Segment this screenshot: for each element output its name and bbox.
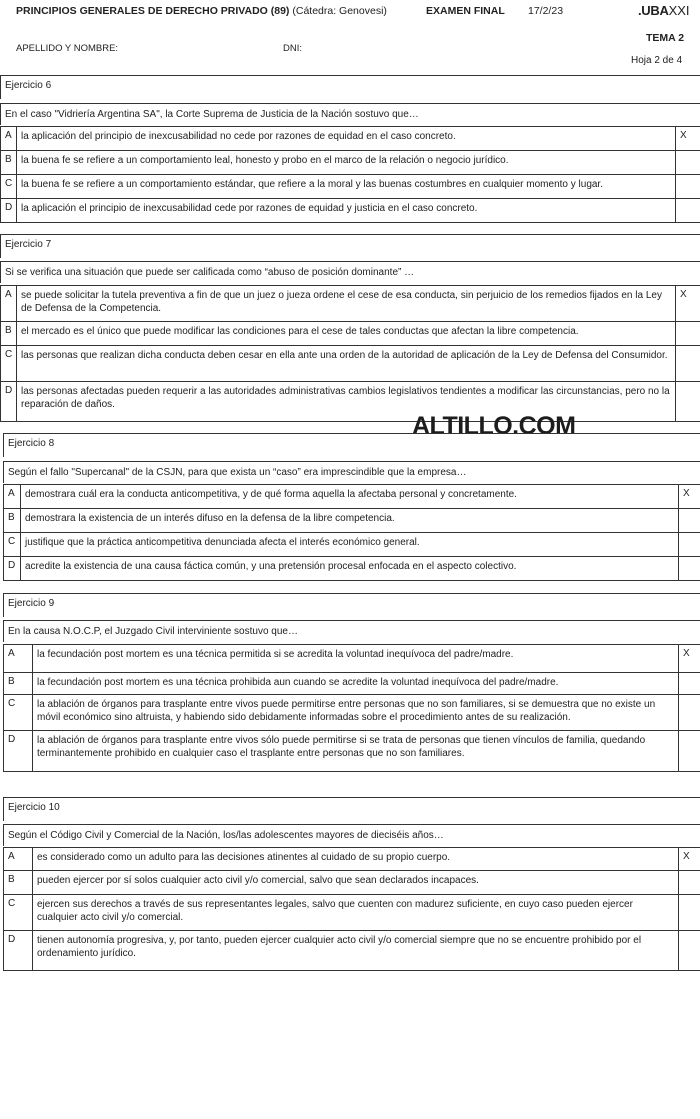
course-name: PRINCIPIOS GENERALES DE DERECHO PRIVADO (89) <box>16 5 290 17</box>
option-text: se puede solicitar la tutela preventiva a fin de que un juez o jueza ordene el cese de esa conducta, sin perjuicio de los remedios fijados en la Ley de Defensa de la Competencia. <box>21 290 662 314</box>
option-row[interactable] <box>3 532 700 556</box>
option-row[interactable] <box>3 644 700 672</box>
option-text: la aplicación del principio de inexcusabilidad no cede por razones de equidad en el caso concreto. <box>21 131 456 142</box>
option-row[interactable] <box>3 894 700 930</box>
option-letter: B <box>8 676 15 687</box>
option-row[interactable] <box>0 285 700 321</box>
apellido-label: APELLIDO Y NOMBRE: <box>16 43 119 54</box>
exercise-stem: Según el Código Civil y Comercial de la Nación, los/las adolescentes mayores de dieciséis años… <box>3 824 700 846</box>
option-text: la buena fe se refiere a un comportamiento estándar, que refiere a la moral y las buenas costumbres en cualquier momento y lugar. <box>21 179 603 190</box>
exercise-stem: En la causa N.O.C.P, el Juzgado Civil interviniente sostuvo que… <box>3 620 700 642</box>
option-row[interactable] <box>3 930 700 970</box>
option-letter: D <box>5 385 13 396</box>
answer-mark: X <box>683 851 690 862</box>
option-row[interactable] <box>0 126 700 150</box>
option-letter: A <box>8 488 15 499</box>
option-letter: B <box>5 154 12 165</box>
option-letter: D <box>8 734 16 745</box>
catedra-label: (Cátedra: Genovesi) <box>292 5 387 17</box>
exercise-stem: Según el fallo "Supercanal" de la CSJN, para que exista un “caso” era imprescindible que la empresa… <box>3 461 700 483</box>
exercise-7 <box>0 234 700 422</box>
option-letter: B <box>8 874 15 885</box>
exercise-stem: Si se verifica una situación que puede ser calificada como “abuso de posición dominante” … <box>0 261 700 283</box>
option-letter: C <box>8 898 16 909</box>
option-text: demostrara la existencia de un interés difuso en la defensa de la libre competencia. <box>25 513 395 524</box>
option-letter: C <box>8 536 16 547</box>
exercise-title: Ejercicio 8 <box>3 433 700 457</box>
option-text: la ablación de órganos para trasplante entre vivos puede permitirse entre personas que no son familiares, si se demuestra que no existe un móvil económico sino altruista, y habiendo sido debidamente informadas sobre el procedimiento antes de su realización. <box>37 699 656 723</box>
option-row[interactable] <box>0 174 700 198</box>
option-row[interactable] <box>3 694 700 730</box>
exercise-title: Ejercicio 7 <box>0 234 700 258</box>
exam-type: EXAMEN FINAL <box>426 5 505 17</box>
exercise-title: Ejercicio 9 <box>3 593 700 617</box>
option-text: las personas que realizan dicha conducta deben cesar en ella ante una orden de la autoridad de aplicación de la Ley de Defensa del Consumidor. <box>21 350 668 361</box>
watermark: ALTILLO.COM <box>412 412 576 440</box>
answer-mark: X <box>680 130 687 141</box>
course-title <box>16 5 387 17</box>
option-text: tienen autonomía progresiva, y, por tanto, pueden ejercer cualquier acto civil y/o comercial siempre que no se encuentre prohibido por el ordenamiento jurídico. <box>37 935 642 959</box>
option-row[interactable] <box>0 198 700 222</box>
option-text: justifique que la práctica anticompetitiva denunciada afecta el interés económico general. <box>25 537 420 548</box>
option-letter: C <box>5 178 13 189</box>
option-row[interactable] <box>0 321 700 345</box>
option-text: es considerado como un adulto para las decisiones atinentes al cuidado de su propio cuerpo. <box>37 852 451 863</box>
exercise-8 <box>3 433 700 581</box>
option-letter: B <box>5 325 12 336</box>
option-text: las personas afectadas pueden requerir a las autoridades administrativas cambios legislativos tendientes a modificar las circunstancias, pero no la reparación de daños. <box>21 386 670 410</box>
option-letter: A <box>5 130 12 141</box>
dni-label: DNI: <box>283 43 302 54</box>
tema-label: TEMA 2 <box>646 32 685 44</box>
option-letter: A <box>5 289 12 300</box>
option-text: demostrara cuál era la conducta anticompetitiva, y de qué forma aquella la afectaba personal y concretamente. <box>25 489 517 500</box>
exam-date: 17/2/23 <box>528 5 564 17</box>
page-indicator: Hoja 2 de 4 <box>631 55 683 66</box>
option-text: pueden ejercer por sí solos cualquier acto civil y/o comercial, salvo que sean declarados incapaces. <box>37 875 479 886</box>
answer-mark: X <box>680 289 687 300</box>
option-row[interactable] <box>3 484 700 508</box>
option-letter: A <box>8 851 15 862</box>
option-text: acredite la existencia de una causa fáctica común, y una pretensión procesal enfocada en el aspecto colectivo. <box>25 561 517 572</box>
option-row[interactable] <box>3 870 700 894</box>
option-text: la ablación de órganos para trasplante entre vivos sólo puede permitirse si se trata de personas que tienen vínculos de familia, quedando terminantemente prohibido en cualquier caso el trasplante entre personas que no son familiares. <box>37 735 646 759</box>
exercise-stem: En el caso "Vidriería Argentina SA", la Corte Suprema de Justicia de la Nación sostuvo que… <box>0 103 700 125</box>
answer-mark: X <box>683 488 690 499</box>
logo-main: .UBA <box>638 3 669 18</box>
option-text: el mercado es el único que puede modificar las condiciones para el cese de tales conductas que afectan la libre competencia. <box>21 326 579 337</box>
option-letter: C <box>5 349 13 360</box>
option-row[interactable] <box>0 150 700 174</box>
exercise-9 <box>3 593 700 772</box>
option-letter: D <box>5 202 13 213</box>
option-row[interactable] <box>3 847 700 870</box>
option-letter: D <box>8 560 16 571</box>
exercise-10 <box>3 797 700 971</box>
option-text: la fecundación post mortem es una técnica permitida si se acredita la voluntad inequívoca del padre/madre. <box>37 649 514 660</box>
logo-suffix: XXI <box>668 3 690 18</box>
option-row[interactable] <box>3 730 700 771</box>
option-text: la buena fe se refiere a un comportamiento leal, honesto y probo en el marco de la relación o negocio jurídico. <box>21 155 509 166</box>
option-letter: A <box>8 648 15 659</box>
exercise-title: Ejercicio 10 <box>3 797 700 821</box>
option-letter: C <box>8 698 16 709</box>
answer-mark: X <box>683 648 690 659</box>
option-row[interactable] <box>3 556 700 580</box>
option-text: la aplicación el principio de inexcusabilidad cede por razones de equidad y justicia en el caso concreto. <box>21 203 478 214</box>
option-text: ejercen sus derechos a través de sus representantes legales, salvo que cuenten con madurez suficiente, en cuyo caso pueden ejercer cualquier acto civil y/o comercial. <box>37 899 633 923</box>
option-letter: B <box>8 512 15 523</box>
exercise-6 <box>0 75 700 223</box>
exercise-title: Ejercicio 6 <box>0 75 700 99</box>
option-row[interactable] <box>0 345 700 381</box>
option-letter: D <box>8 934 16 945</box>
option-row[interactable] <box>3 672 700 694</box>
option-text: la fecundación post mortem es una técnica prohibida aun cuando se acredite la voluntad inequívoca del padre/madre. <box>37 677 559 688</box>
option-row[interactable] <box>3 508 700 532</box>
option-row[interactable] <box>0 381 700 421</box>
uba-logo <box>638 3 690 18</box>
